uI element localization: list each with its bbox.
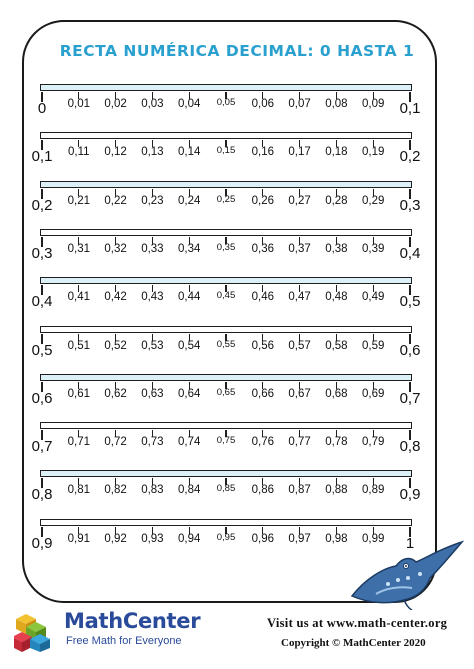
number-line-label: 0,29 [361, 194, 385, 207]
number-line-label: 0,23 [141, 194, 164, 207]
number-line-label: 0,46 [251, 291, 274, 304]
number-line-label: 0,8 [31, 486, 53, 504]
copyright-text: Copyright © MathCenter 2020 [281, 637, 426, 649]
number-line-label: 0,77 [288, 436, 311, 449]
number-line-label: 0,3 [399, 196, 421, 214]
number-line-label: 0,1 [399, 100, 421, 117]
number-line-label: 0,8 [399, 438, 421, 456]
number-line-label: 0,7 [399, 389, 421, 407]
number-line-label: 0,25 [216, 193, 236, 205]
number-line-bar [40, 519, 412, 526]
number-line-label: 0 [37, 100, 47, 117]
number-line-label: 0,4 [31, 293, 53, 311]
number-line-bar [40, 374, 412, 381]
number-line-label: 0,05 [216, 97, 236, 108]
number-line-label: 0,68 [325, 387, 348, 400]
number-line-label: 0,21 [67, 194, 90, 207]
number-line-label: 0,45 [216, 290, 236, 302]
number-line-label: 0,1 [31, 148, 53, 166]
number-line-label: 0,53 [141, 339, 164, 352]
number-line-label: 0,17 [288, 146, 311, 159]
number-line-label: 0,2 [399, 148, 421, 166]
number-line-bar [40, 84, 412, 91]
number-line-label: 0,24 [177, 194, 201, 207]
number-line-label: 0,03 [141, 98, 164, 110]
number-line-label: 0,73 [141, 436, 164, 449]
number-line-label: 0,22 [104, 194, 127, 207]
number-line-label: 0,19 [361, 146, 385, 159]
number-line-label: 0,82 [104, 484, 127, 497]
number-line-label: 0,79 [361, 436, 385, 449]
number-line-label: 0,5 [31, 341, 53, 359]
number-line-label: 0,93 [141, 532, 164, 545]
number-line-label: 0,36 [251, 242, 274, 255]
number-line-label: 0,91 [67, 532, 90, 545]
number-line-label: 0,56 [251, 339, 274, 352]
number-line-label: 0,52 [104, 339, 127, 352]
number-line-label: 0,55 [216, 338, 236, 350]
number-line-label: 0,61 [67, 387, 90, 400]
number-line-label: 0,9 [31, 534, 53, 552]
number-line-bar [40, 422, 412, 429]
number-line-label: 0,49 [361, 291, 385, 304]
number-line-label: 0,97 [288, 532, 311, 545]
number-line-label: 0,84 [177, 484, 201, 497]
number-line-label: 0,54 [177, 339, 201, 352]
number-line-label: 0,92 [104, 532, 127, 545]
number-line-label: 0,35 [216, 241, 236, 253]
number-line-label: 0,85 [216, 483, 236, 495]
number-line-label: 0,64 [177, 387, 201, 400]
number-line-bar [40, 132, 412, 139]
number-line-label: 0,47 [288, 291, 311, 304]
number-line-label: 0,26 [251, 194, 274, 207]
number-line-label: 0,67 [288, 387, 311, 400]
number-line-label: 0,42 [104, 291, 127, 304]
number-line-label: 0,51 [67, 339, 90, 352]
number-line-label: 0,95 [216, 531, 236, 543]
number-line-label: 0,88 [325, 484, 348, 497]
number-line-label: 0,87 [288, 484, 311, 497]
number-line-label: 0,74 [177, 436, 201, 449]
number-line-label: 1 [405, 534, 415, 552]
number-line-label: 0,58 [325, 339, 348, 352]
number-line-label: 0,13 [141, 146, 164, 159]
number-line-label: 0,72 [104, 436, 127, 449]
number-line-label: 0,59 [361, 339, 385, 352]
number-line-label: 0,11 [68, 146, 90, 159]
number-line-label: 0,16 [251, 146, 274, 159]
number-line-label: 0,32 [104, 242, 127, 255]
number-line-label: 0,86 [251, 484, 274, 497]
number-line-label: 0,5 [399, 293, 421, 311]
number-line-label: 0,07 [288, 98, 311, 110]
number-line-label: 0,41 [67, 291, 90, 304]
number-line-label: 0,66 [251, 387, 274, 400]
number-line-label: 0,9 [399, 486, 421, 504]
number-line-label: 0,94 [177, 532, 201, 545]
number-line-label: 0,43 [141, 291, 164, 304]
number-line-label: 0,39 [361, 242, 385, 255]
number-line-label: 0,83 [141, 484, 164, 497]
number-line-label: 0,09 [361, 98, 385, 110]
mathcenter-logo[interactable] [14, 608, 201, 658]
number-line-bar [40, 277, 412, 284]
number-line-label: 0,69 [361, 387, 385, 400]
number-line-label: 0,57 [288, 339, 311, 352]
number-line-label: 0,96 [251, 532, 274, 545]
brand-name: MathCenter [64, 609, 201, 633]
number-line-label: 0,08 [325, 98, 348, 110]
number-line-label: 0,6 [399, 341, 421, 359]
number-line-label: 0,15 [216, 145, 236, 157]
number-line-label: 0,78 [325, 436, 348, 449]
number-line-label: 0,7 [31, 438, 53, 456]
number-line-label: 0,75 [216, 435, 236, 447]
number-line-label: 0,12 [104, 146, 127, 159]
number-line-label: 0,06 [251, 98, 274, 110]
number-line-label: 0,4 [399, 244, 421, 262]
number-line-label: 0,65 [216, 386, 236, 398]
number-line-label: 0,99 [361, 532, 385, 545]
number-line-label: 0,31 [67, 242, 90, 255]
number-line-bar [40, 181, 412, 188]
number-line-label: 0,14 [177, 146, 201, 159]
number-line-label: 0,6 [31, 389, 53, 407]
number-line-label: 0,76 [251, 436, 274, 449]
visit-link[interactable]: Visit us at www.math-center.org [267, 616, 448, 630]
number-line-label: 0,37 [288, 242, 311, 255]
number-line-label: 0,63 [141, 387, 164, 400]
number-line-label: 0,02 [104, 98, 127, 110]
brand-tagline: Free Math for Everyone [66, 635, 182, 647]
colored-cubes-icon [14, 612, 54, 652]
manta-ray-icon [346, 538, 466, 610]
number-line-label: 0,04 [177, 98, 201, 110]
number-line-label: 0,2 [31, 196, 53, 214]
number-line-label: 0,89 [361, 484, 385, 497]
number-line-label: 0,3 [31, 244, 53, 262]
number-line-bar [40, 326, 412, 333]
number-line-label: 0,62 [104, 387, 127, 400]
number-line-label: 0,71 [67, 436, 90, 449]
number-line-label: 0,98 [325, 532, 348, 545]
number-line-label: 0,48 [325, 291, 348, 304]
number-line-bar [40, 229, 412, 236]
number-line-label: 0,28 [325, 194, 348, 207]
number-line-label: 0,38 [325, 242, 348, 255]
number-line-label: 0,27 [288, 194, 311, 207]
number-line-label: 0,33 [141, 242, 164, 255]
worksheet-title: RECTA NUMÉRICA DECIMAL: 0 HASTA 1 [59, 42, 415, 60]
number-line-label: 0,44 [177, 291, 201, 304]
number-line-label: 0,81 [67, 484, 90, 497]
number-line-label: 0,34 [177, 242, 201, 255]
number-line-label: 0,18 [325, 146, 348, 159]
number-line-bar [40, 470, 412, 477]
number-line-label: 0,01 [67, 98, 90, 110]
